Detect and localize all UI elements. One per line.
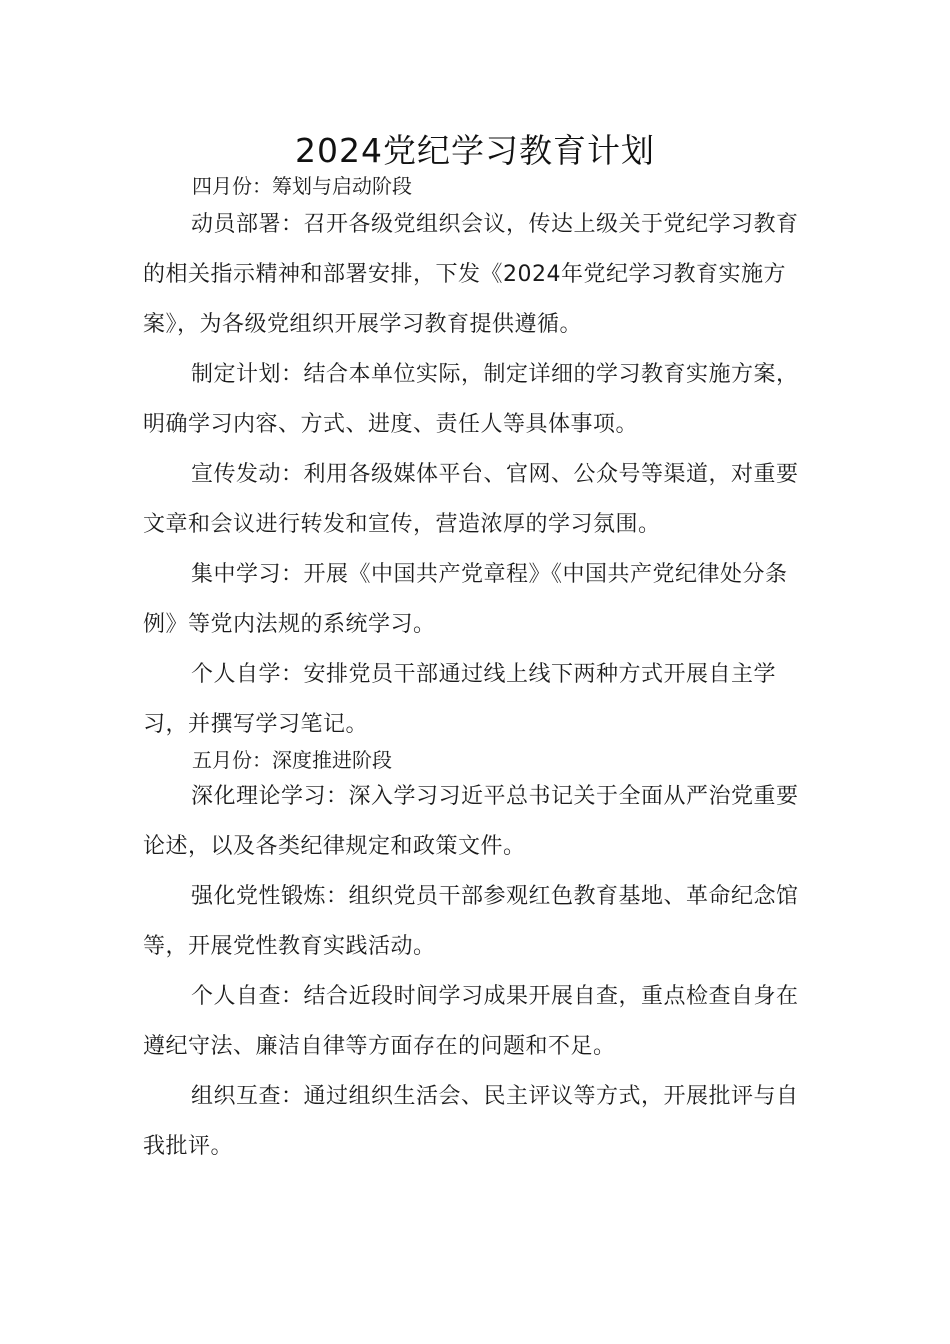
paragraph-planning: 制定计划：结合本单位实际，制定详细的学习教育实施方案，明确学习内容、方式、进度、责任人等具体事项。: [143, 362, 799, 437]
section-heading-may: 五月份：深度推进阶段: [192, 748, 392, 772]
paragraph-self-study: 个人自学：安排党员干部通过线上线下两种方式开展自主学习，并撰写学习笔记。: [143, 662, 777, 737]
section-body-may: [143, 772, 807, 1172]
paragraph-party-spirit: 强化党性锻炼：组织党员干部参观红色教育基地、革命纪念馆等，开展党性教育实践活动。: [143, 884, 799, 959]
paragraph-publicity: 宣传发动：利用各级媒体平台、官网、公众号等渠道，对重要文章和会议进行转发和宣传，营造浓厚的学习氛围。: [143, 462, 799, 537]
paragraph-group-study: 集中学习：开展《中国共产党章程》《中国共产党纪律处分条例》等党内法规的系统学习。: [143, 562, 788, 637]
paragraph-theory-study: 深化理论学习：深入学习习近平总书记关于全面从严治党重要论述，以及各类纪律规定和政策文件。: [143, 784, 799, 859]
document-title: 2024党纪学习教育计划: [295, 131, 655, 170]
section-body-april: [143, 200, 807, 750]
paragraph-self-inspection: 个人自查：结合近段时间学习成果开展自查，重点检查自身在遵纪守法、廉洁自律等方面存在的问题和不足。: [143, 984, 799, 1059]
paragraph-mutual-inspection: 组织互查：通过组织生活会、民主评议等方式，开展批评与自我批评。: [143, 1084, 799, 1159]
paragraph-mobilization: 动员部署：召开各级党组织会议，传达上级关于党纪学习教育的相关指示精神和部署安排，下发《2024年党纪学习教育实施方案》，为各级党组织开展学习教育提供遵循。: [143, 212, 799, 337]
section-heading-april: 四月份：筹划与启动阶段: [192, 174, 412, 198]
